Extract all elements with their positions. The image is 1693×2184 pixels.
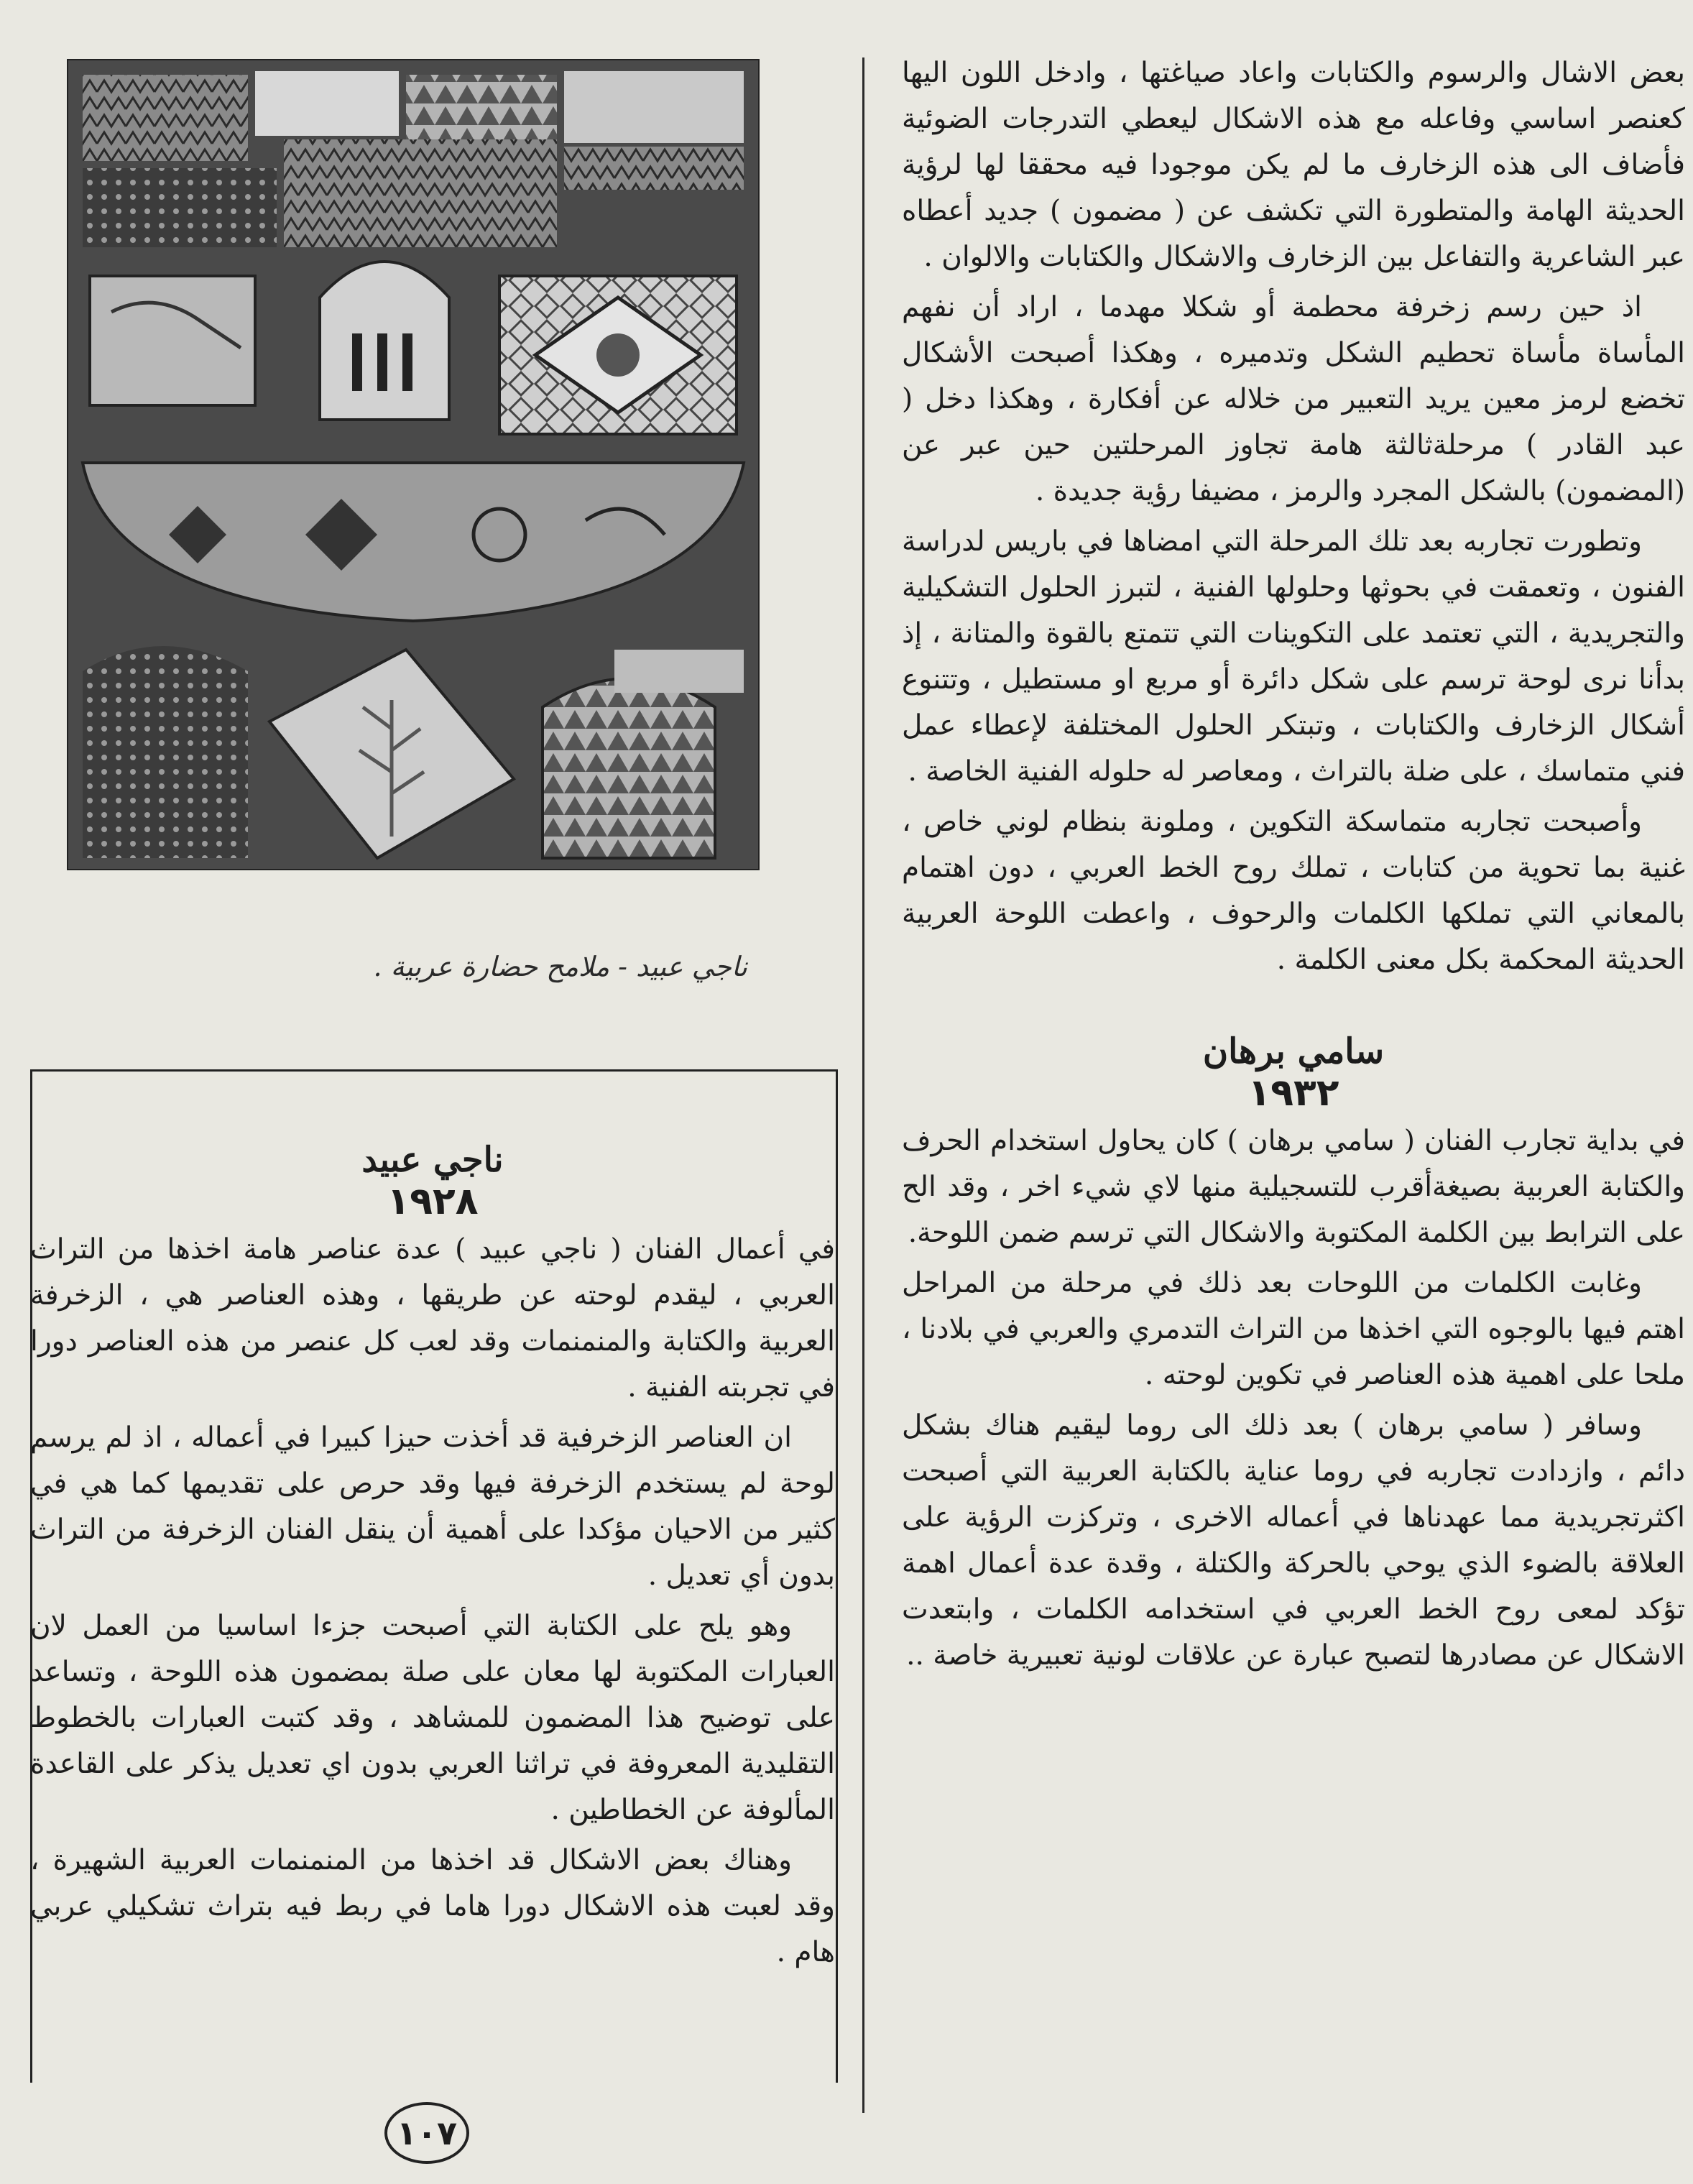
right-paragraph-2: اذ حين رسم زخرفة محطمة أو شكلا مهدما ، اراد أن نفهم المأساة مأساة تحطيم الشكل وتدميره ، وهكذا أصبحت الأشكال تخضع لرمز معين يريد التعبير من خلاله عن أفكارة ، وهكذا دخل ( عبد القادر ) مرحلةثالثة هامة تجاوز المرحلتين حين عبر عن (المضمون) بالشكل المجرد والرمز ، مضيفا رؤية جديدة . [902, 291, 1685, 507]
right-column [902, 50, 1685, 2134]
column-divider [862, 57, 864, 2113]
article-heading-naji-obeid: ناجي عبيد [361, 1140, 504, 1180]
article-box-right [836, 1069, 838, 2083]
painting-photo [67, 59, 760, 870]
naji-paragraph-1: في أعمال الفنان ( ناجي عبيد ) عدة عناصر هامة اخذها من التراث العربي ، ليقدم لوحته عن طريقها ، وهذه العناصر هي ، الزخرفة العربية والكتابة والمنمنمات وقد لعب كل عنصر من هذه العناصر دورا في تجربته الفنية . [30, 1233, 835, 1404]
article-year-naji-obeid: ١٩٢٨ [387, 1180, 479, 1223]
naji-paragraph-4: وهناك بعض الاشكال قد اخذها من المنمنمات العربية الشهيرة ، وقد لعبت هذه الاشكال دورا هاما في ربط فيه بتراث تشكيلي عربي هام . [30, 1844, 835, 1968]
sami-paragraph-2: وغابت الكلمات من اللوحات بعد ذلك في مرحلة من المراحل اهتم فيها بالوجوه التي اخذها من التراث التدمري والعربي في بلادنا ، ملحا على اهمية هذه العناصر في تكوين لوحته . [902, 1267, 1685, 1391]
right-paragraph-1: بعض الاشال والرسوم والكتابات واعاد صياغتها ، وادخل اللون اليها كعنصر اساسي وفاعله مع هذه الاشكال ليعطي التدرجات الضوئية فأضاف الى هذه الزخارف ما لم يكن موجودا فيه محققا لها لرؤية الحديثة الهامة والمتطورة التي تكشف عن ( مضمون ) جديد أعطاه عبر الشاعرية والتفاعل بين الزخارف والاشكال والكتابات والالوان . [902, 57, 1685, 273]
sami-paragraph-1: في بداية تجارب الفنان ( سامي برهان ) كان يحاول استخدام الحرف والكتابة العربية بصيغةأقرب للتسجيلية منها لاي شيء اخر ، وقد الح على الترابط بين الكلمة المكتوبة والاشكال التي ترسم ضمن اللوحة. [902, 1125, 1685, 1249]
page-number: ١٠٧ [384, 2102, 469, 2164]
figure-caption: ناجي عبيد - ملامح حضارة عربية . [373, 951, 747, 982]
left-article [30, 1139, 835, 2073]
section-year-sami-burhan: ١٩٣٢ [1247, 1072, 1339, 1115]
naji-paragraph-3: وهو يلح على الكتابة التي أصبحت جزءا اساسيا من العمل لان العبارات المكتوبة لها معان على صلة بمضمون هذه اللوحة ، وتساعد على توضيح هذا المضمون للمشاهد ، وقد كتبت العبارات بالخطوط التقليدية المعروفة في تراثنا العربي بدون اي تعديل يذكر على القاعدة المألوفة عن الخطاطين . [30, 1610, 835, 1826]
painting-artwork [68, 60, 758, 869]
sami-paragraph-3: وسافر ( سامي برهان ) بعد ذلك الى روما ليقيم هناك بشكل دائم ، وازدادت تجاربه في روما عناية بالكتابة العربية التي أصبحت اكثرتجريدية مما عهدناها في أعماله الاخرى ، وتركزت الرؤية على العلاقة بالضوء الذي يوحي بالحركة والكتلة ، وقدة عدة أعمال اهمة تؤكد لمعى روح الخط العربي في استخدامه الكلمات ، وابتعدت الاشكال عن مصادرها لتصبح عبارة عن علاقات لونية تعبيرية خاصة .. [902, 1409, 1685, 1672]
article-box-top [30, 1069, 838, 1072]
right-paragraph-3: وتطورت تجاربه بعد تلك المرحلة التي امضاها في باريس لدراسة الفنون ، وتعمقت في بحوثها وحلولها الفنية ، لتبرز الحلول التشكيلية والتجريدية ، التي تعتمد على التكوينات التي تتمتع بالقوة والمتانة ، إذ بدأنا نرى لوحة ترسم على شكل دائرة أو مربع او مستطيل ، وتتنوع أشكال الزخارف والكتابات ، وتبتكر الحلول المختلفة لإعطاء عمل فني متماسك ، على ضلة بالتراث ، ومعاصر له حلوله الفنية الخاصة . [902, 525, 1685, 788]
section-heading-sami-burhan: سامي برهان [1202, 1031, 1385, 1072]
naji-paragraph-2: ان العناصر الزخرفية قد أخذت حيزا كبيرا في أعماله ، اذ لم يرسم لوحة لم يستخدم الزخرفة فيها وقد حرص على تقديمها كما هي في كثير من الاحيان مؤكدا على أهمية أن ينقل الفنان الزخرفة من التراث بدون أي تعديل . [30, 1422, 835, 1592]
right-paragraph-4: وأصبحت تجاربه متماسكة التكوين ، وملونة بنظام لوني خاص ، غنية بما تحوية من كتابات ، تملك روح الخط العربي ، دون اهتمام بالمعاني التي تملكها الكلمات والرحوف ، واعطت اللوحة العربية الحديثة المحكمة بكل معنى الكلمة . [902, 806, 1685, 976]
